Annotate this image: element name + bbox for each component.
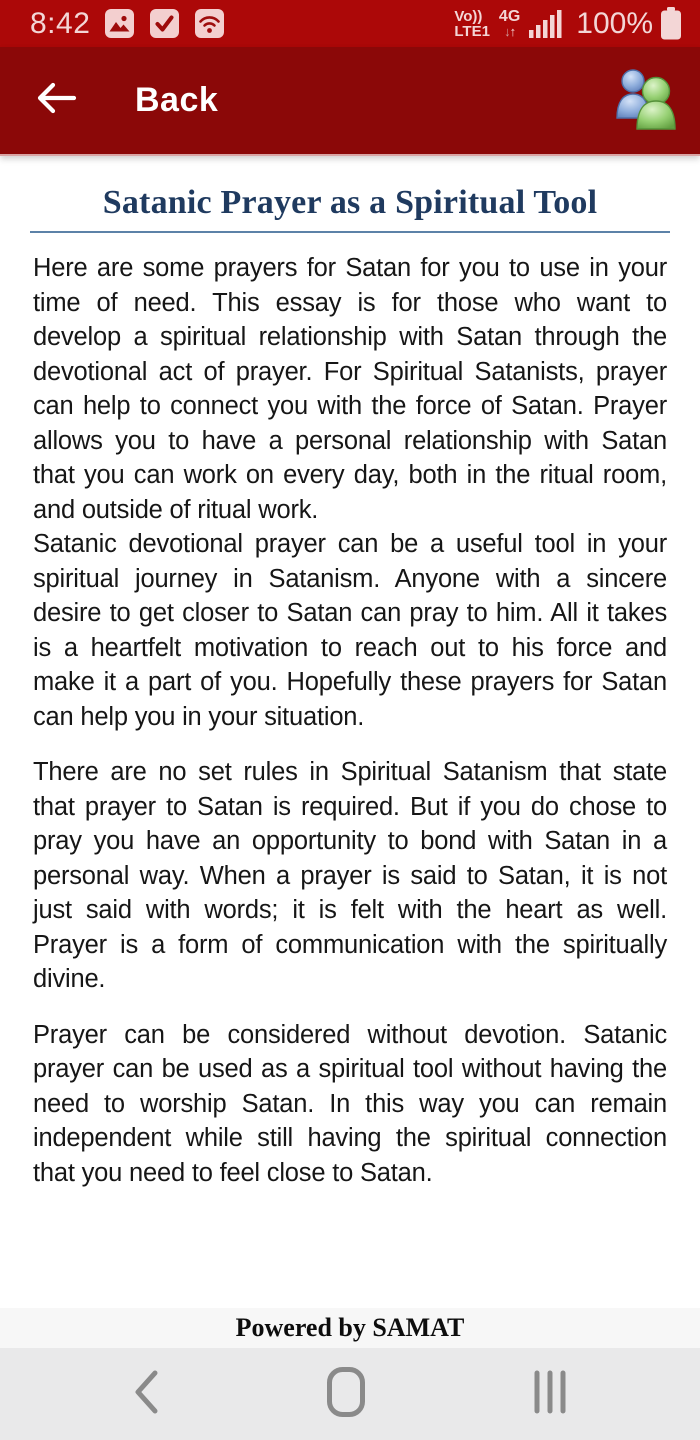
check-icon bbox=[149, 8, 180, 39]
status-bar bbox=[0, 0, 700, 47]
back-arrow-icon bbox=[33, 79, 79, 122]
wifi-icon bbox=[194, 8, 225, 39]
paragraph: Prayer can be considered without devotion. Satanic prayer can be used as a spiritual tool without having the need to worship Satan. In this way you can remain independent while still having the spiritual connection that you need to feel close to Satan. bbox=[33, 1020, 667, 1187]
title-divider bbox=[30, 231, 670, 233]
powered-by-label: Powered by SAMAT bbox=[235, 1313, 465, 1342]
status-bar-right bbox=[454, 7, 682, 41]
volte-top: Vo)) bbox=[454, 7, 483, 25]
back-button[interactable] bbox=[33, 79, 79, 122]
android-nav-bar bbox=[0, 1348, 700, 1440]
network-type-indicator bbox=[499, 9, 520, 39]
nav-back-button[interactable] bbox=[132, 1368, 160, 1421]
gallery-icon bbox=[104, 8, 135, 39]
clock: 8:42 bbox=[30, 6, 91, 40]
paragraph: Satanic devotional prayer can be a useful tool in your spiritual journey in Satanism. Anyone with a sincere desire to get closer to Satan can pray to him. All it takes is a heartfelt motivation to reach out to his force and make it a part of you. Hopefully these prayers for Satan can help you in your situation. bbox=[33, 530, 667, 731]
volte-indicator bbox=[454, 9, 490, 39]
app-bar-title: Back bbox=[135, 81, 219, 119]
nav-home-icon bbox=[326, 1366, 366, 1423]
data-activity-arrows: ↓↑ bbox=[504, 23, 516, 39]
status-bar-left bbox=[30, 7, 225, 41]
nav-back-icon bbox=[132, 1368, 160, 1421]
footer-strip bbox=[0, 1308, 700, 1348]
battery-icon bbox=[660, 7, 682, 40]
page-title: Satanic Prayer as a Spiritual Tool bbox=[102, 184, 598, 221]
nav-home-button[interactable] bbox=[326, 1366, 366, 1423]
paragraph: There are no set rules in Spiritual Satanism that state that prayer to Satan is required. But if you do chose to pray you have an opportunity to bond with Satan in a personal way. When a prayer is said to Satan, it is not just said with words; it is felt with the heart as well. Prayer is a form of communication with the spiritually divine. bbox=[33, 758, 667, 993]
battery-percent: 100% bbox=[576, 6, 653, 40]
network-type-label: 4G bbox=[498, 7, 521, 25]
paragraph: Here are some prayers for Satan for you to use in your time of need. This essay is for those who want to develop a spiritual relationship with Satan through the devotional act of prayer. For Spiritual Satanists, prayer can help to connect you with the force of Satan. Prayer allows you to have a personal relationship with Satan that you can work on every day, both in the ritual room, and outside of ritual work. bbox=[33, 254, 667, 524]
article-body bbox=[33, 251, 667, 1190]
people-contacts-icon bbox=[612, 66, 678, 135]
contacts-button[interactable] bbox=[612, 66, 678, 135]
article-scroll-area[interactable] bbox=[0, 156, 700, 1308]
nav-recents-button[interactable] bbox=[532, 1369, 568, 1420]
signal-bars-icon bbox=[527, 9, 563, 39]
nav-recents-icon bbox=[532, 1369, 568, 1420]
volte-bottom: LTE1 bbox=[454, 22, 490, 40]
app-bar bbox=[0, 47, 700, 156]
